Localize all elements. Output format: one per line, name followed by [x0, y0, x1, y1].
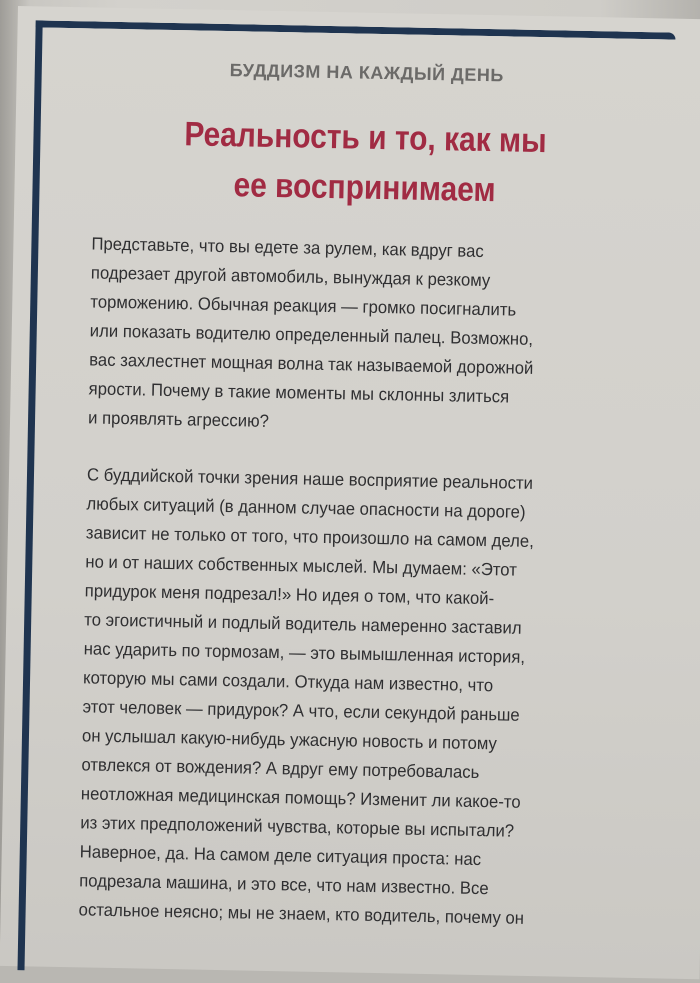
text-line: но и от наших собственных мыслей. Мы думаем: «Этот [85, 551, 518, 580]
text-line: остальное неясно; мы не знаем, кто водитель, почему он [78, 899, 525, 928]
page-frame-top-border [36, 20, 676, 39]
text-line: зависит не только от того, что произошло на самом деле, [85, 522, 535, 551]
text-line: Наверное, да. На самом деле ситуация проста: нас [79, 841, 482, 870]
text-line: или показать водителю определенный палец. Возможно, [89, 320, 534, 349]
chapter-title-line-2: ее воспринимаем [233, 166, 496, 210]
text-line: Представьте, что вы едете за рулем, как вдруг вас [91, 233, 484, 261]
running-head: БУДДИЗМ НА КАЖДЫЙ ДЕНЬ [229, 60, 504, 86]
text-line: подрезала машина, и это все, что нам известно. Все [79, 870, 489, 899]
paragraph-1 [88, 229, 624, 442]
text-line: вас захлестнет мощная волна так называемой дорожной [89, 349, 534, 378]
book-page [0, 6, 700, 979]
text-line: подрезает другой автомобиль, вынуждая к резкому [90, 262, 491, 291]
text-line: отвлекся от вождения? А вдруг ему потребовалась [81, 754, 480, 782]
text-line: то эгоистичный и подлый водитель намеренно заставил [84, 609, 522, 638]
text-line: он услышал какую-нибудь ужасную новость и потому [81, 725, 498, 754]
text-line: этот человек — придурок? А что, если секундой раньше [82, 696, 520, 725]
text-line: которую мы сами создали. Откуда нам известно, что [82, 667, 494, 696]
text-line: нас ударить по тормозам, — это вымышленная история, [83, 638, 526, 667]
body-text [78, 229, 624, 962]
text-line: из этих предположений чувства, которые вы испытали? [80, 812, 515, 841]
page-frame-left-border [17, 20, 42, 970]
text-line: неотложная медицинская помощь? Изменит ли какое-то [80, 783, 521, 812]
chapter-title [56, 107, 674, 219]
text-line: С буддийской точки зрения наше восприятие реальности [86, 464, 534, 493]
text-line: ярости. Почему в такие моменты мы склонны злиться [88, 378, 510, 407]
text-line: любых ситуаций (в данном случае опасности на дороге) [86, 493, 526, 522]
text-line: торможению. Обычная реакция — громко посигналить [90, 291, 517, 320]
text-line: и проявлять агрессию? [87, 407, 270, 431]
text-line: придурок меня подрезал!» Но идея о том, что какой- [84, 580, 495, 609]
paragraph-2 [78, 460, 619, 934]
chapter-title-line-1: Реальность и то, как мы [184, 115, 548, 161]
